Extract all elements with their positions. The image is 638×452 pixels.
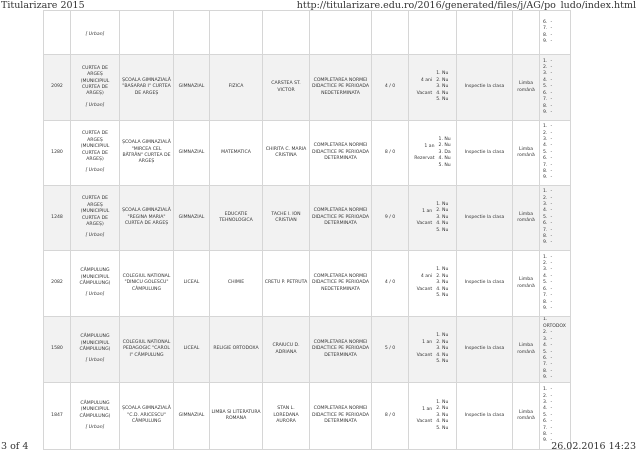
print-header-title: Titularizare 2015 [1, 0, 85, 11]
duration: 1 an [422, 340, 433, 346]
language-cell: Limba română [513, 121, 540, 186]
hours: 8 / 0 [372, 383, 409, 450]
inspection-cell: Inspectie la clasa [457, 186, 513, 251]
post-type: COMPLETAREA NORMEI DIDACTICE PE PERIOADA NEDETERMINATA [310, 55, 372, 121]
hours: 8 / 0 [372, 121, 409, 186]
options-list: 1. - 2. - 3. - 4. - 5. - 6. - 7. - 8. - 9. - [540, 251, 571, 317]
location-cell: CURTEA DE ARGEȘ (MUNICIPIUL CURTEA DE ARGEȘ) [ Urban] [71, 186, 120, 251]
post-status: Rezervat [414, 156, 435, 161]
conditions-list: 1. Nu 2. Nu 3. Nu 4. Nu 5. Nu [436, 267, 449, 299]
status-cell [409, 55, 457, 121]
teacher-name: CARSTEA ST. VICTOR [263, 55, 310, 121]
school-name: ȘCOALA GIMNAZIALĂ "C.D. ARICESCU" CÂMPULUNG [120, 383, 174, 450]
print-footer-date: 26.02.2016 14:23 [551, 441, 636, 452]
post-status: Vacant [416, 221, 433, 226]
teacher-name: STAN L. LOREDANA AURORA [263, 383, 310, 450]
duration: 1 an [424, 143, 435, 149]
location-cell: CURTEA DE ARGEȘ (MUNICIPIUL CURTEA DE ARGEȘ) [ Urban] [71, 55, 120, 121]
duration: 4 ani [420, 274, 433, 280]
language-cell: Limba română [513, 383, 540, 450]
school-name: COLEGIUL NATIONAL PEDAGOGIC "CAROL I" CÂMPULUNG [120, 317, 174, 383]
location-cell: CURTEA DE ARGEȘ (MUNICIPIUL CURTEA DE ARGEȘ) [ Urban] [71, 121, 120, 186]
conditions-list: 1. Nu 2. Nu 3. Nu 4. Nu 5. Nu [436, 399, 449, 431]
subject: CHIMIE [210, 251, 263, 317]
post-code: 1248 [44, 186, 71, 251]
table-row [44, 251, 571, 317]
post-code: 1280 [44, 121, 71, 186]
school-name: COLEGIUL NATIONAL "DINICU GOLESCU" CÂMPULUNG [120, 251, 174, 317]
options-list: 1. ORTODOX 2. - 3. - 4. - 5. - 6. - 7. - 8. - 9. - [540, 317, 571, 383]
inspection-cell: Inspectie la clasa [457, 317, 513, 383]
posts-table [43, 10, 571, 450]
hours: 4 / 0 [372, 251, 409, 317]
inspection-cell: Inspectie la clasa [457, 383, 513, 450]
hours: 9 / 0 [372, 186, 409, 251]
inspection-cell: Inspectie la clasa [457, 251, 513, 317]
language-cell: Limba română [513, 186, 540, 251]
teacher-name: TACHE I. ION CRISTIAN [263, 186, 310, 251]
status-cell [409, 251, 457, 317]
post-code: 1847 [44, 383, 71, 450]
options-list: 1. - 2. - 3. - 4. - 5. - 6. - 7. - 8. - 9. - [540, 55, 571, 121]
education-level: GIMNAZIAL [174, 55, 210, 121]
language-cell: Limba română [513, 55, 540, 121]
education-level: GIMNAZIAL [174, 186, 210, 251]
post-code: 2082 [44, 251, 71, 317]
post-type: COMPLETAREA NORMEI DIDACTICE PE PERIOADA DETERMINATA [310, 121, 372, 186]
table-row-partial [44, 11, 571, 55]
table-row [44, 317, 571, 383]
school-name: ȘCOALA GIMNAZIALĂ "BASARAB I" CURTEA DE ARGEȘ [120, 55, 174, 121]
subject: RELIGIE ORTODOXA [210, 317, 263, 383]
teacher-name: CRAIUCU D. ADRIANA [263, 317, 310, 383]
duration: 1 an [422, 208, 433, 214]
table-row [44, 55, 571, 121]
location-cell: CÂMPULUNG (MUNICIPIUL CÂMPULUNG) [ Urban] [71, 317, 120, 383]
post-status: Vacant [416, 352, 433, 358]
subject: EDUCATIE TEHNOLOGICA [210, 186, 263, 251]
post-status: Vacant [416, 286, 433, 292]
post-type: COMPLETAREA NORMEI DIDACTICE PE PERIOADA NEDETERMINATA [310, 251, 372, 317]
table-row [44, 383, 571, 450]
post-code: 1580 [44, 317, 71, 383]
location-cell: CÂMPULUNG (MUNICIPIUL CÂMPULUNG) [ Urban] [71, 383, 120, 450]
status-cell [409, 121, 457, 186]
education-level: GIMNAZIAL [174, 121, 210, 186]
conditions-list: 1. Nu 2. Nu 3. Nu 4. Nu 5. Nu [436, 71, 449, 103]
post-status: Vacant [416, 419, 433, 424]
inspection-cell: Inspectie la clasa [457, 121, 513, 186]
status-cell [409, 317, 457, 383]
options-list: 6. - 7. - 8. - 9. - [540, 11, 571, 55]
print-footer-page: 3 of 4 [1, 441, 29, 452]
conditions-list: 1. Nu 2. Nu 3. Nu 4. Nu 5. Nu [436, 201, 449, 233]
post-type: COMPLETAREA NORMEI DIDACTICE PE PERIOADA DETERMINATA [310, 186, 372, 251]
education-level: GIMNAZIAL [174, 383, 210, 450]
options-list: 1. - 2. - 3. - 4. - 5. - 6. - 7. - 8. - 9. - [540, 121, 571, 186]
table-row [44, 121, 571, 186]
inspection-cell: Inspectie la clasa [457, 55, 513, 121]
subject: MATEMATICA [210, 121, 263, 186]
subject: FIZICA [210, 55, 263, 121]
post-type: COMPLETAREA NORMEI DIDACTICE PE PERIOADA DETERMINATA [310, 383, 372, 450]
hours: 5 / 0 [372, 317, 409, 383]
teacher-name: CRETU P. PETRUTA [263, 251, 310, 317]
education-level: LICEAL [174, 317, 210, 383]
status-cell [409, 186, 457, 251]
post-status: Vacant [416, 90, 433, 96]
post-code: 2092 [44, 55, 71, 121]
duration: 4 ani [420, 78, 433, 84]
print-header-url: http://titularizare.edu.ro/2016/generated/files/j/AG/po_ludo/index.html [296, 0, 636, 11]
status-cell [409, 383, 457, 450]
school-name: ȘCOALA GIMNAZIALĂ "MIRCEA CEL BĂTRÂN" CURTEA DE ARGEȘ [120, 121, 174, 186]
education-level: LICEAL [174, 251, 210, 317]
hours: 4 / 0 [372, 55, 409, 121]
school-name: ȘCOALA GIMNAZIALĂ "REGINA MARIA" CURTEA DE ARGEȘ [120, 186, 174, 251]
options-list: 1. - 2. - 3. - 4. - 5. - 6. - 7. - 8. - 9. - [540, 186, 571, 251]
language-cell: Limba română [513, 317, 540, 383]
location-cell: CÂMPULUNG (MUNICIPIUL CÂMPULUNG) [ Urban] [71, 251, 120, 317]
duration: 1 an [422, 406, 433, 412]
conditions-list: 1. Nu 2. Nu 3. Nu 4. Nu 5. Nu [436, 333, 449, 365]
language-cell: Limba română [513, 251, 540, 317]
location-cell: [ Urban] [71, 11, 120, 55]
teacher-name: CHIRITA C. MARIA CRISTINA [263, 121, 310, 186]
options-list: 1. - 2. - 3. - 4. - 5. - 6. - 7. - 8. - 9. - [540, 383, 571, 450]
post-type: COMPLETAREA NORMEI DIDACTICE PE PERIOADA DETERMINATA [310, 317, 372, 383]
conditions-list: 1. Nu 2. Nu 3. Da 4. Nu 5. Nu [438, 136, 451, 168]
subject: LIMBA SI LITERATURA ROMANA [210, 383, 263, 450]
table-row [44, 186, 571, 251]
